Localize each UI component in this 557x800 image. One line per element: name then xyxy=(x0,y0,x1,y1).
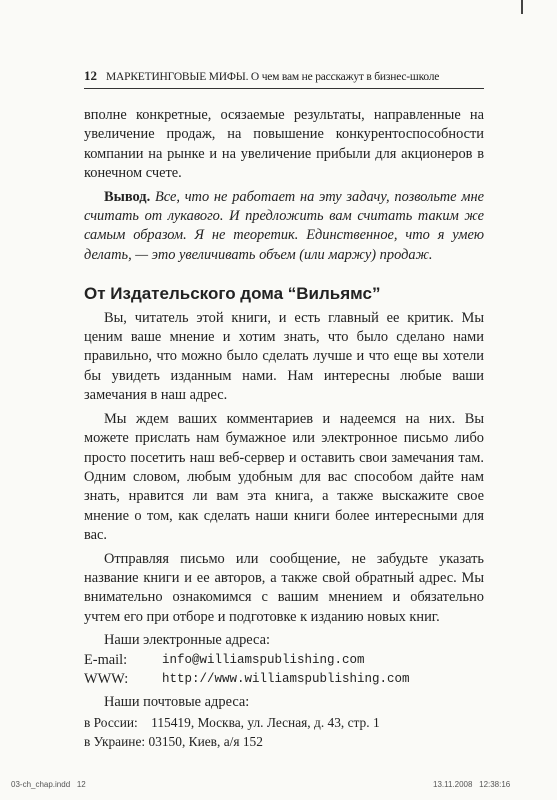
email-row xyxy=(84,651,484,670)
page-number: 12 xyxy=(84,68,97,83)
crop-mark xyxy=(521,0,523,14)
print-date: 13.11.2008 12:38:16 xyxy=(433,780,511,789)
publisher-paragraph-1: Вы, читатель этой книги, и есть главный ее критик. Мы ценим ваше мнение и хотим знать, что было сделано нами правильно, что можно было сделать лучше и что еще вы хотели бы увидеть изданным нами. Нам интересны любые ваши замечания в наш адрес. xyxy=(84,309,484,404)
postal-intro: Наши почтовые адреса: xyxy=(104,694,250,711)
russia-address: в России: 115419, Москва, ул. Лесная, д. 43, стр. 1 xyxy=(84,714,380,730)
print-slug: 03-ch_chap.indd 12 xyxy=(11,780,86,789)
section-heading: От Издательского дома “Вильямс” xyxy=(84,284,381,304)
www-link[interactable]: http://www.williamspublishing.com xyxy=(162,671,410,686)
conclusion-label: Вывод. xyxy=(104,188,151,205)
running-title: МАРКЕТИНГОВЫЕ МИФЫ. О чем вам не расскажут в бизнес-школе xyxy=(106,71,440,83)
conclusion-text: Все, что не работает на эту задачу, позвольте мне считать от лукавого. И предложить вам считать таким же самым образом. Я не теоретик. Единственное, что я умею делать, — это увеличивать объем (или маржу) продаж. xyxy=(84,188,484,263)
email-link[interactable]: info@williamspublishing.com xyxy=(162,652,365,667)
ukraine-address: в Украине: 03150, Киев, а/я 152 xyxy=(84,734,263,750)
running-header xyxy=(84,68,484,89)
page-body xyxy=(84,106,484,752)
email-intro: Наши электронные адреса: xyxy=(104,632,270,649)
continuation-paragraph: вполне конкретные, осязаемые результаты, направленные на увеличение продаж, на повышение конкурентоспособности компании на рынке и на увеличение прибыли для акционеров в конечном счете. xyxy=(84,107,484,182)
www-label: WWW: xyxy=(84,670,129,687)
publisher-paragraph-3: Отправляя письмо или сообщение, не забудьте указать название книги и ее авторов, а также свой обратный адрес. Мы внимательно ознакомимся с вашим мнением и обязательно учтем его при отборе и подготовке к изданию новых книг. xyxy=(84,550,484,625)
email-label: E-mail: xyxy=(84,651,128,668)
www-row xyxy=(84,670,484,689)
publisher-paragraph-2: Мы ждем ваших комментариев и надеемся на них. Вы можете прислать нам бумажное или электронное письмо либо просто посетить наш веб-сервер и оставить свои замечания там. Одним словом, любым удобным для вас способом дайте нам знать, нравится ли вам эта книга, а также выскажите свое мнение о том, как сделать наши книги более интересными для вас. xyxy=(84,410,484,544)
conclusion-paragraph xyxy=(84,188,484,266)
